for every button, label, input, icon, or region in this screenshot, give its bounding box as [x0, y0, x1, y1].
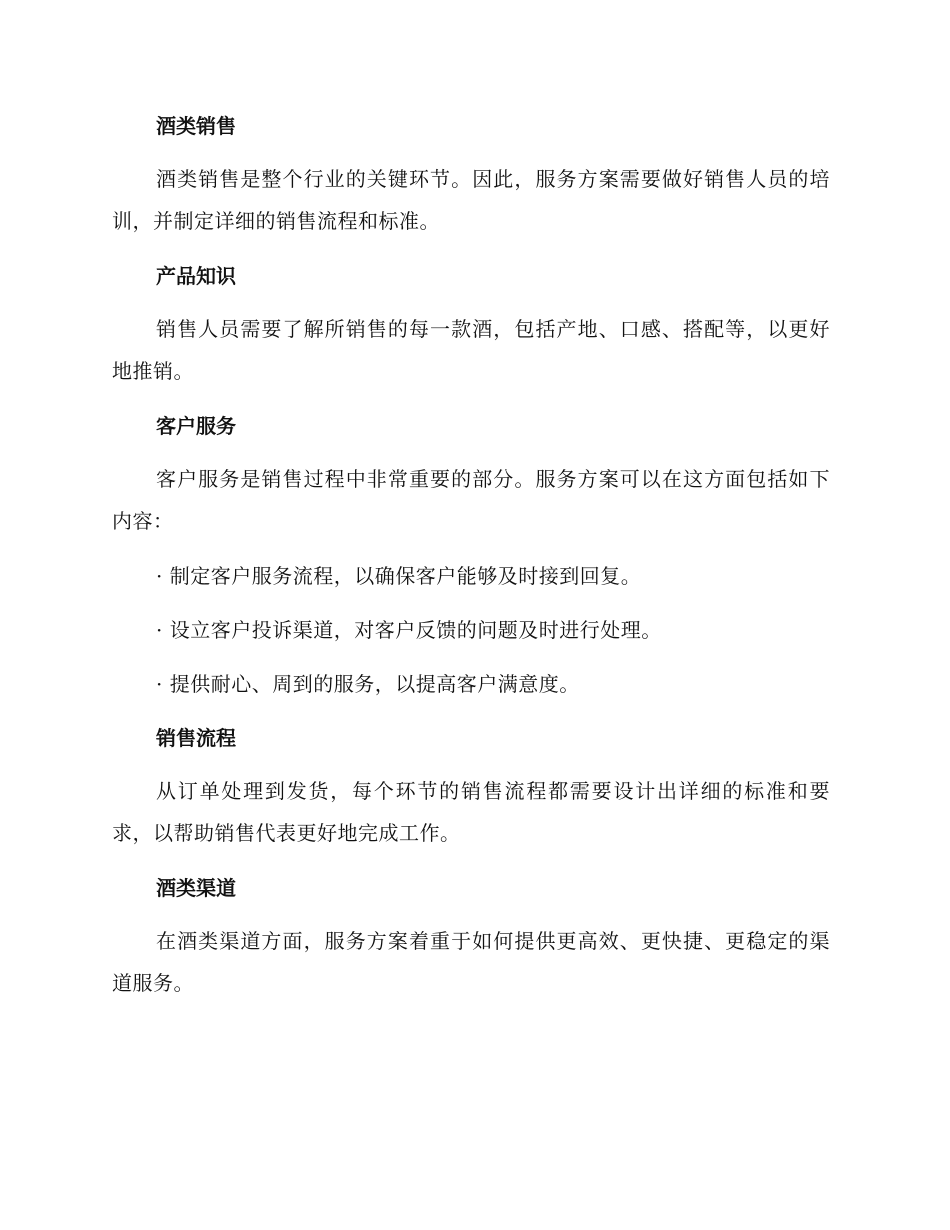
bullet-item: · 设立客户投诉渠道，对客户反馈的问题及时进行处理。 — [156, 618, 662, 642]
section-paragraph-liquor-sales: 酒类销售是整个行业的关键环节。因此，服务方案需要做好销售人员的培训，并制定详细的销售流程和标准。 — [112, 167, 830, 233]
section-heading-liquor-channels: 酒类渠道 — [156, 876, 236, 900]
bullet-item: · 提供耐心、周到的服务，以提高客户满意度。 — [156, 672, 580, 696]
section-paragraph-sales-process: 从订单处理到发货，每个环节的销售流程都需要设计出详细的标准和要求，以帮助销售代表更好地完成工作。 — [112, 779, 830, 845]
section-paragraph-product-knowledge: 销售人员需要了解所销售的每一款酒，包括产地、口感、搭配等，以更好地推销。 — [112, 317, 830, 383]
section-paragraph-liquor-channels: 在酒类渠道方面，服务方案着重于如何提供更高效、更快捷、更稳定的渠道服务。 — [112, 929, 830, 995]
section-heading-sales-process: 销售流程 — [156, 726, 236, 750]
section-heading-product-knowledge: 产品知识 — [156, 264, 236, 288]
section-heading-customer-service: 客户服务 — [156, 414, 236, 438]
document-body — [112, 110, 830, 1022]
section-heading-liquor-sales: 酒类销售 — [156, 114, 236, 138]
bullet-item: · 制定客户服务流程，以确保客户能够及时接到回复。 — [156, 564, 642, 588]
section-paragraph-customer-service: 客户服务是销售过程中非常重要的部分。服务方案可以在这方面包括如下内容： — [112, 467, 830, 533]
